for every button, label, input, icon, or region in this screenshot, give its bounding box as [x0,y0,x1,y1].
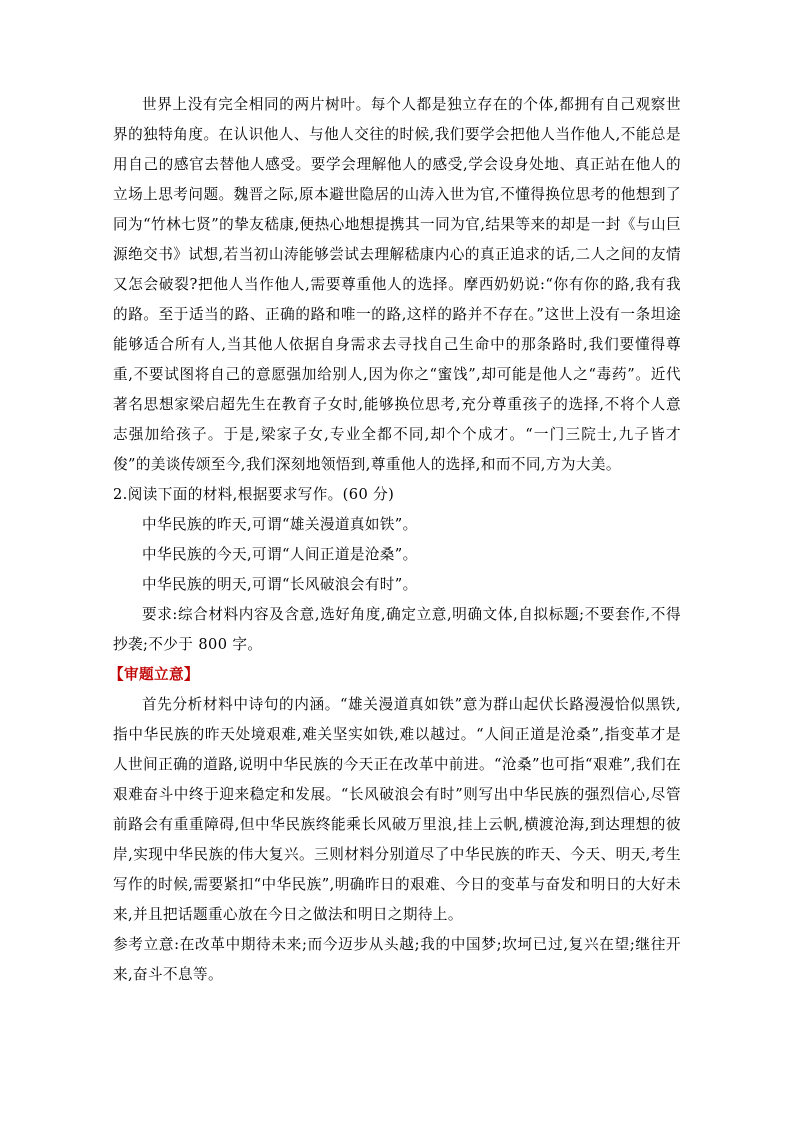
analysis-heading: 【审题立意】 [109,666,199,683]
material-line-today: 中华民族的今天,可谓“人间正道是沧桑”。 [142,546,418,563]
material-line-yesterday: 中华民族的昨天,可谓“雄关漫道真如铁”。 [142,516,418,533]
analysis-body: 首先分析材料中诗句的内涵。“雄关漫道真如铁”意为群山起伏长路漫漫恰似黑铁,指中华民族的昨天处境艰难,难关坚实如铁,难以越过。“人间正道是沧桑”,指变革才是人世间正确的道路,说明中华民族的今天正在改革中前进。“沧桑”也可指“艰难”,我们在艰难奋斗中终于迎来稳定和发展。“长风破浪会有时”则写出中华民族的强烈信心,尽管前路会有重重障碍,但中华民族终能乘长风破万里浪,挂上云帆,横渡沧海,到达理想的彼岸,实现中华民族的伟大复兴。三则材料分别道尽了中华民族的昨天、今天、明天,考生写作的时候,需要紧扣“中华民族”,明确昨日的艰难、今日的变革与奋发和明日的大好未来,并且把话题重心放在今日之做法和明日之期待上。 [113,696,681,923]
document-content [109,90,681,990]
reference-ideas: 参考立意:在改革中期待未来;而今迈步从头越;我的中国梦;坎坷已过,复兴在望;继往开来,奋斗不息等。 [113,936,681,983]
question-2-prompt: 2.阅读下面的材料,根据要求写作。(60 分) [113,486,395,503]
writing-requirement: 要求:综合材料内容及含意,选好角度,确定立意,明确文体,自拟标题;不要套作,不得抄袭;不少于 800 字。 [113,606,681,653]
material-line-tomorrow: 中华民族的明天,可谓“长风破浪会有时”。 [142,576,418,593]
essay-paragraph: 世界上没有完全相同的两片树叶。每个人都是独立存在的个体,都拥有自己观察世界的独特角度。在认识他人、与他人交往的时候,我们要学会把他人当作他人,不能总是用自己的感官去替他人感受。要学会理解他人的感受,学会设身处地、真正站在他人的立场上思考问题。魏晋之际,原本避世隐居的山涛入世为官,不懂得换位思考的他想到了同为“竹林七贤”的挚友嵇康,便热心地想提携其一同为官,结果等来的却是一封《与山巨源绝交书》试想,若当初山涛能够尝试去理解嵇康内心的真正追求的话,二人之间的友情又怎会破裂?把他人当作他人,需要尊重他人的选择。摩西奶奶说:“你有你的路,我有我的路。至于适当的路、正确的路和唯一的路,这样的路并不存在。”这世上没有一条坦途能够适合所有人,当其他人依据自身需求去寻找自己生命中的那条路时,我们要懂得尊重,不要试图将自己的意愿强加给别人,因为你之“蜜饯”,却可能是他人之“毒药”。近代著名思想家梁启超先生在教育子女时,能够换位思考,充分尊重孩子的选择,不将个人意志强加给孩子。于是,梁家子女,专业全都不同,却个个成才。“一门三院士,九子皆才俊”的美谈传颂至今,我们深刻地领悟到,尊重他人的选择,和而不同,方为大美。 [113,96,681,473]
